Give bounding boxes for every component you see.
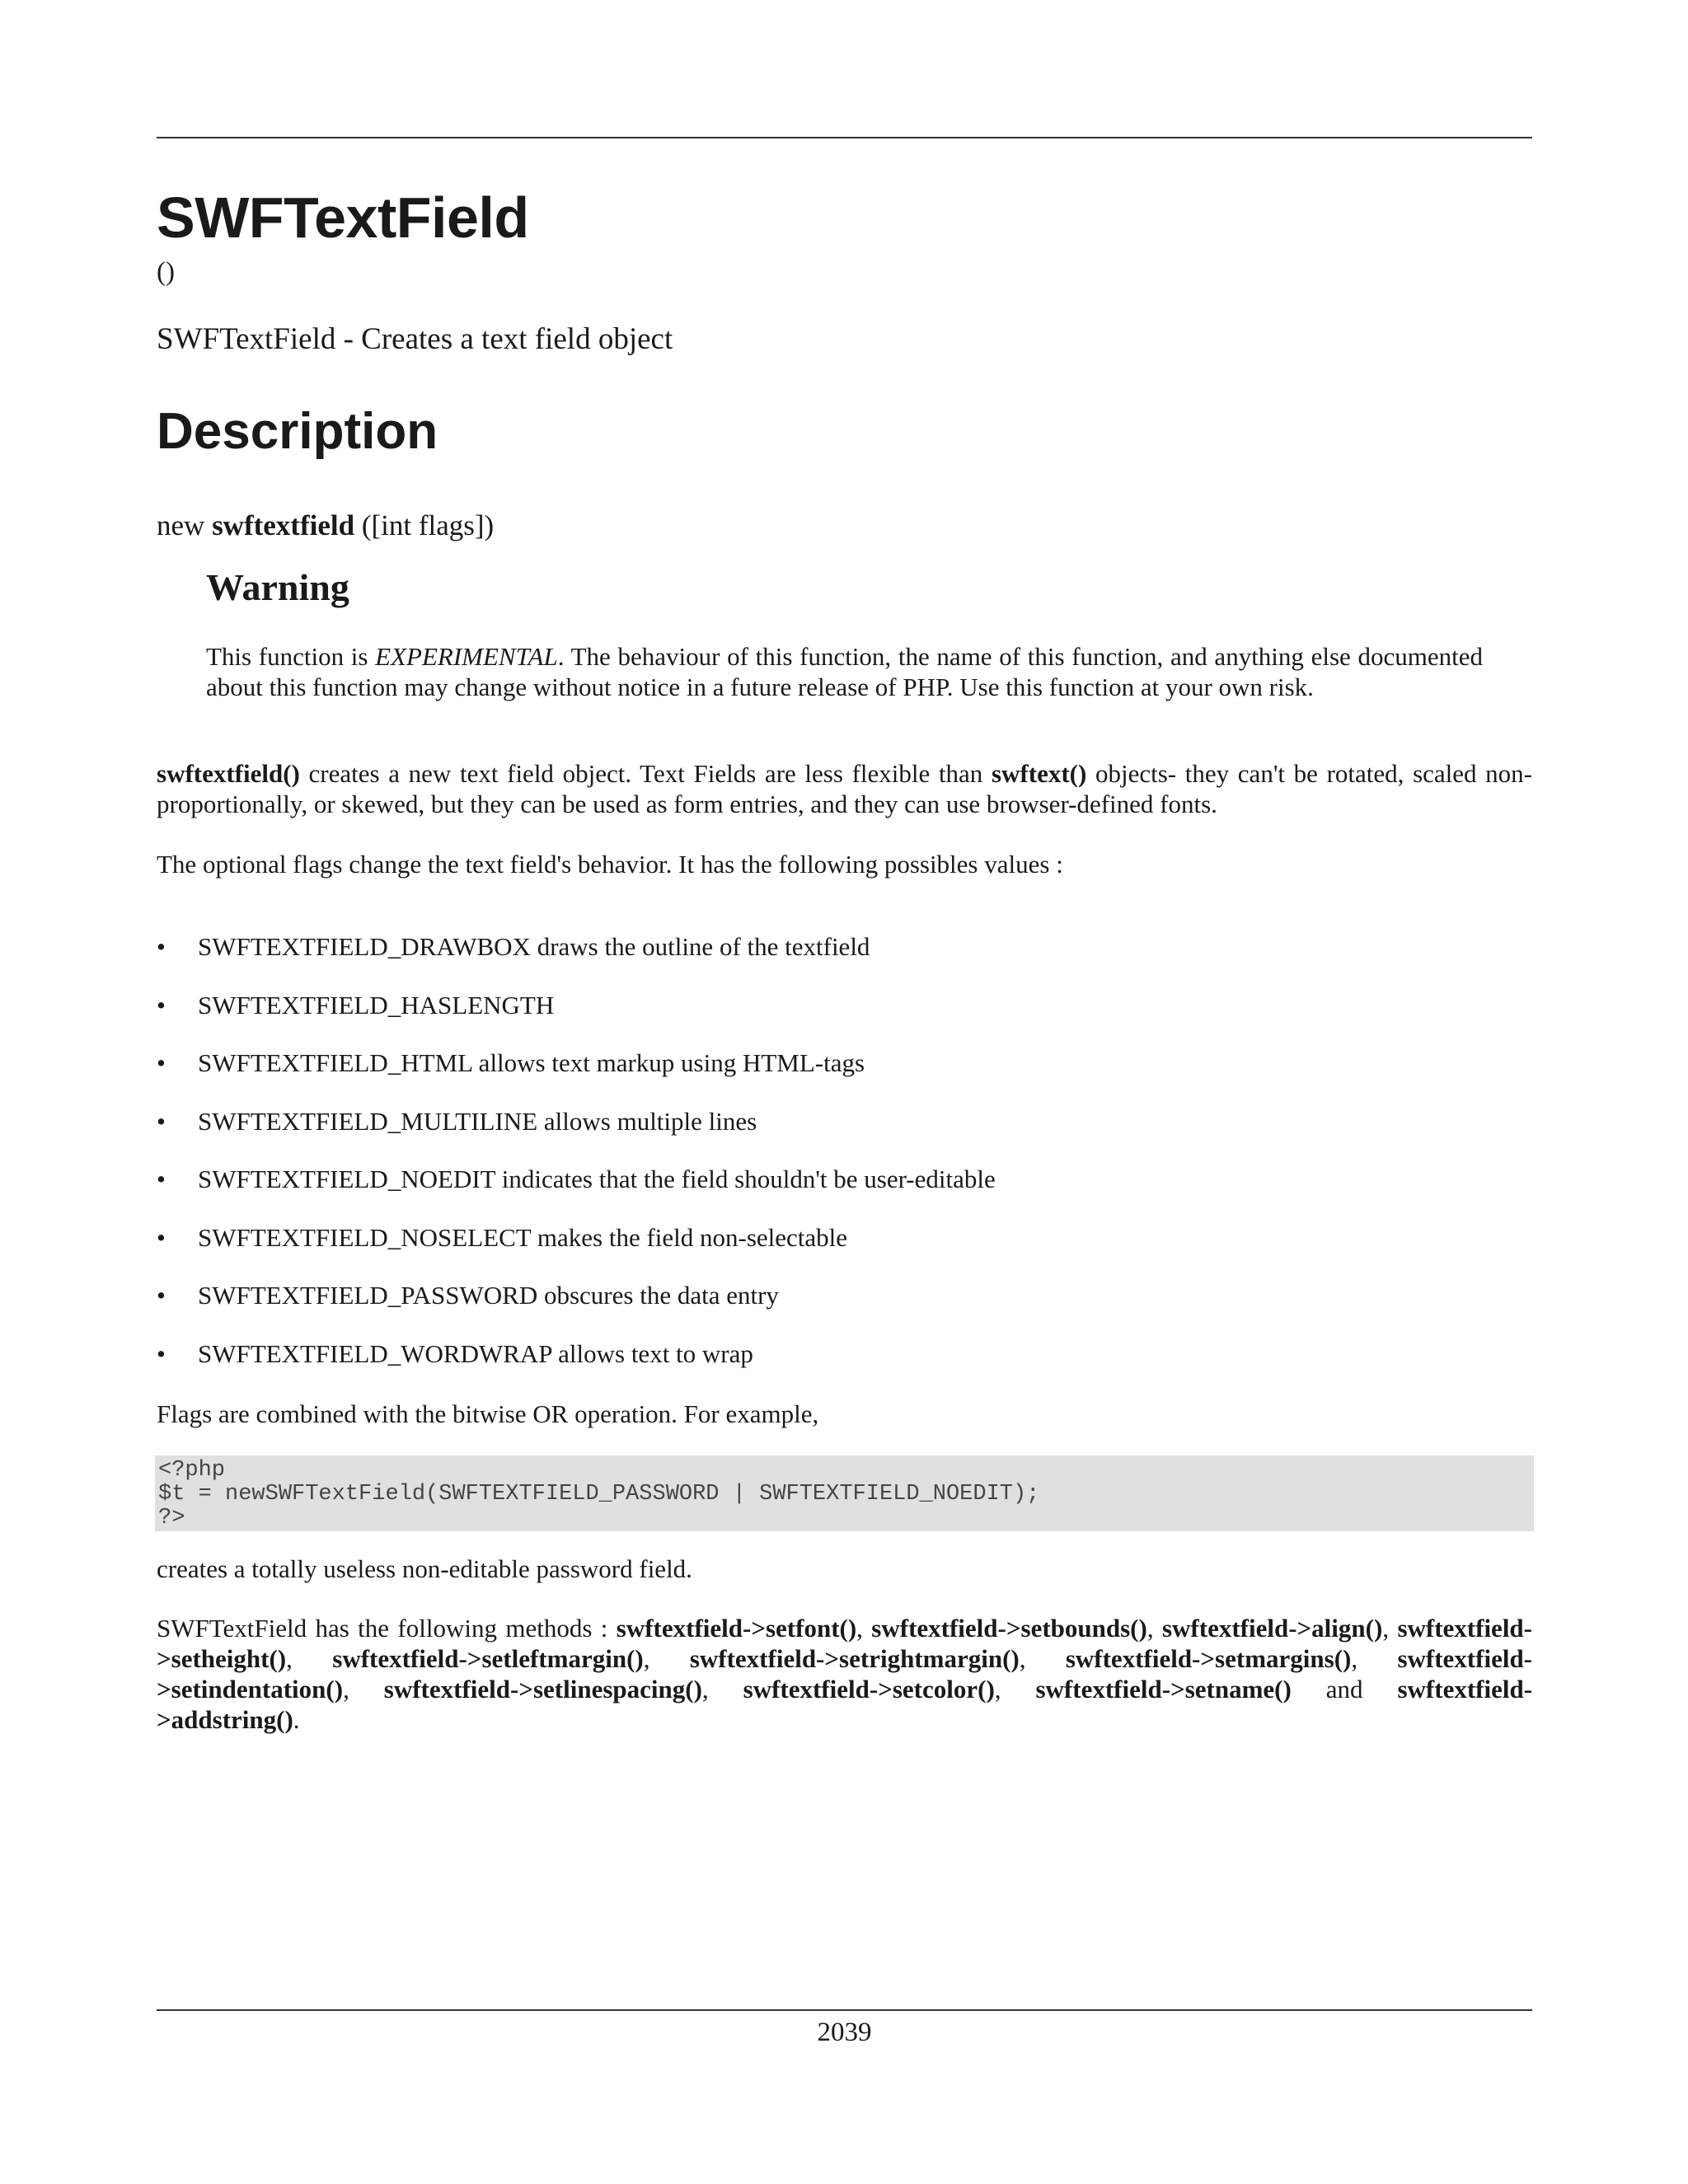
separator: , bbox=[286, 1644, 333, 1673]
method-ref: swftextfield->setrightmargin() bbox=[689, 1644, 1020, 1673]
list-item-text: SWFTEXTFIELD_NOEDIT indicates that the field shouldn't be user-editable bbox=[198, 1165, 996, 1193]
method-ref: swftextfield->setlinespacing() bbox=[383, 1675, 702, 1704]
list-item-text: SWFTEXTFIELD_DRAWBOX draws the outline of the textfield bbox=[198, 932, 870, 961]
list-item bbox=[157, 1338, 1532, 1397]
list-item-text: SWFTEXTFIELD_MULTILINE allows multiple lines bbox=[198, 1106, 757, 1136]
method-ref: swftextfield->setleftmargin() bbox=[332, 1644, 644, 1673]
warning-title: Warning bbox=[206, 566, 349, 608]
separator: , bbox=[856, 1614, 872, 1643]
separator: , bbox=[343, 1675, 384, 1704]
bullet: • bbox=[157, 1048, 166, 1077]
code-line: $t = newSWFTextField(SWFTEXTFIELD_PASSWORD | SWFTEXTFIELD_NOEDIT); bbox=[158, 1482, 1040, 1507]
list-item-text: SWFTEXTFIELD_HASLENGTH bbox=[198, 990, 555, 1019]
list-item-text: SWFTEXTFIELD_WORDWRAP allows text to wrap bbox=[198, 1338, 753, 1368]
paragraph-combine-flags: Flags are combined with the bitwise OR operation. For example, bbox=[157, 1399, 819, 1428]
synopsis-args: ([int flags]) bbox=[354, 509, 495, 541]
list-item bbox=[157, 990, 1532, 1048]
page-number: 2039 bbox=[817, 2018, 872, 2047]
code-example bbox=[155, 1455, 1534, 1531]
document-page bbox=[157, 0, 1532, 2184]
warning-text bbox=[206, 641, 1483, 702]
method-ref: swftextfield->setcolor() bbox=[743, 1675, 995, 1704]
function-ref: swftextfield() bbox=[157, 759, 300, 788]
bullet: • bbox=[157, 1222, 166, 1252]
synopsis-function: swftextfield bbox=[212, 509, 355, 541]
flags-list bbox=[157, 931, 1532, 1396]
methods-intro: SWFTextField has the following methods : bbox=[157, 1614, 617, 1643]
header-rule bbox=[157, 137, 1532, 138]
separator: , bbox=[1019, 1644, 1066, 1673]
bullet: • bbox=[157, 1106, 166, 1136]
bullet: • bbox=[157, 990, 166, 1019]
paragraph-flags-intro: The optional flags change the text field's behavior. It has the following possibles values : bbox=[157, 850, 1063, 879]
method-ref: swftextfield->align() bbox=[1161, 1614, 1383, 1643]
bullet: • bbox=[157, 932, 166, 961]
bullet: • bbox=[157, 1281, 166, 1310]
code-line: <?php bbox=[158, 1458, 226, 1483]
separator: , bbox=[1351, 1644, 1398, 1673]
title-parens: () bbox=[157, 257, 175, 287]
synopsis-prefix: new bbox=[157, 509, 213, 541]
method-ref: swftextfield->setindentation() bbox=[157, 1644, 1533, 1704]
separator: , bbox=[1382, 1614, 1398, 1643]
conjunction: and bbox=[1291, 1675, 1398, 1704]
section-title-description: Description bbox=[157, 403, 438, 460]
method-ref: swftextfield->setmargins() bbox=[1065, 1644, 1352, 1673]
separator: , bbox=[643, 1644, 690, 1673]
method-ref: swftextfield->setname() bbox=[1035, 1675, 1292, 1704]
footer-rule bbox=[157, 2009, 1532, 2011]
separator: , bbox=[1146, 1614, 1162, 1643]
paragraph-code-result: creates a totally useless non-editable password field. bbox=[157, 1554, 692, 1583]
warning-emphasis: EXPERIMENTAL bbox=[375, 642, 558, 671]
list-item bbox=[157, 1280, 1532, 1338]
separator: , bbox=[994, 1675, 1036, 1704]
list-item-text: SWFTEXTFIELD_NOSELECT makes the field non-selectable bbox=[198, 1222, 848, 1252]
list-item bbox=[157, 1164, 1532, 1222]
refpurpose: SWFTextField - Creates a text field object bbox=[157, 322, 673, 356]
method-ref: swftextfield->setheight() bbox=[157, 1614, 1532, 1673]
method-ref: swftextfield->addstring() bbox=[157, 1675, 1533, 1734]
method-ref: swftextfield->setbounds() bbox=[871, 1614, 1147, 1643]
paragraph-methods bbox=[157, 1613, 1532, 1735]
bullet: • bbox=[157, 1165, 166, 1193]
list-item bbox=[157, 931, 1532, 990]
list-item bbox=[157, 1047, 1532, 1106]
list-item bbox=[157, 1222, 1532, 1281]
code-line: ?> bbox=[158, 1506, 185, 1530]
warning-text-after: . The behaviour of this function, the name of this function, and anything else documented about this function may change without notice in a future release of PHP. Use this function at your own risk. bbox=[206, 642, 1483, 701]
separator: , bbox=[701, 1675, 743, 1704]
list-item-text: SWFTEXTFIELD_PASSWORD obscures the data entry bbox=[198, 1281, 779, 1310]
warning-text-before: This function is bbox=[206, 642, 376, 671]
paragraph-intro bbox=[157, 758, 1532, 819]
function-synopsis bbox=[157, 509, 494, 542]
list-item bbox=[157, 1106, 1532, 1165]
method-ref: swftextfield->setfont() bbox=[616, 1614, 857, 1643]
page-title: SWFTextField bbox=[157, 185, 529, 250]
function-ref: swftext() bbox=[991, 759, 1087, 788]
bullet: • bbox=[157, 1338, 166, 1368]
paragraph-text: objects- they can't be rotated, scaled non-proportionally, or skewed, but they can be used as form entries, and they can use browser-defined fonts. bbox=[157, 759, 1533, 818]
list-item-text: SWFTEXTFIELD_HTML allows text markup using HTML-tags bbox=[198, 1048, 865, 1077]
period: . bbox=[293, 1705, 300, 1734]
paragraph-text: creates a new text field object. Text Fields are less flexible than bbox=[299, 759, 992, 788]
